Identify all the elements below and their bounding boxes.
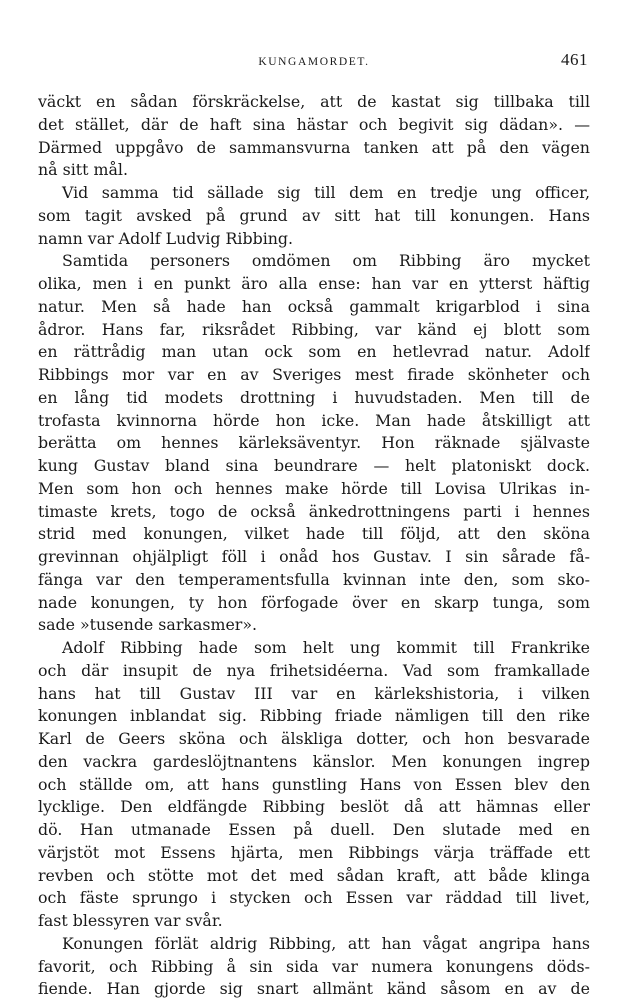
text-line: Ribbings mor var en av Sveriges mest firade skönheter och (38, 365, 590, 384)
text-line: det stället, där de haft sina hästar och begivit sig dädan». — (38, 114, 590, 134)
text-line: Därmed uppgåvo de sammansvurna tanken att på den vägen (38, 137, 590, 157)
text-line: hans hat till Gustav III var en kärlekshistoria, i vilken (38, 683, 590, 703)
running-head: KUNGAMORDET. (258, 56, 370, 68)
text-line: strid med konungen, vilket hade till följd, att den sköna (38, 524, 590, 544)
text-line: den vackra gardeslöjtnantens känslor. Men konungen ingrep (38, 751, 590, 771)
text-line: Adolf Ribbing hade som helt ung kommit till Frankrike (62, 638, 590, 657)
text-line: väckt en sådan förskräckelse, att de kastat sig tillbaka till (38, 92, 590, 111)
text-line: konungen inblandat sig. Ribbing friade nämligen till den rike (38, 706, 590, 726)
text-line: och där insupit de nya frihetsidéerna. Vad som framkallade (38, 660, 590, 680)
text-line: Vid samma tid sällade sig till dem en tredje ung officer, (62, 183, 590, 202)
text-line: Karl de Geers sköna och älskliga dotter, och hon besvarade (38, 729, 590, 748)
text-line: nade konungen, ty hon förfogade över en skarp tunga, som (38, 592, 590, 612)
text-line: favorit, och Ribbing å sin sida var numera konungens döds- (38, 956, 590, 976)
body-text (38, 91, 590, 1001)
text-line: nå sitt mål. (38, 160, 128, 180)
text-line: fiende. Han gjorde sig snart allmänt känd såsom en av de (38, 979, 590, 999)
text-line: en lång tid modets drottning i huvudstaden. Men till de (38, 387, 590, 407)
text-line: olika, men i en punkt äro alla ense: han var en ytterst häftig (38, 274, 590, 293)
text-line: värjstöt mot Essens hjärta, men Ribbings värja träffade ett (38, 842, 590, 862)
text-line: sade »tusende sarkasmer». (38, 615, 258, 635)
text-line: trofasta kvinnorna hörde hon icke. Man hade åtskilligt att (38, 410, 590, 430)
page-header (38, 50, 590, 74)
text-line: som tagit avsked på grund av sitt hat till konungen. Hans (38, 205, 590, 225)
text-line: natur. Men så hade han också gammalt krigarblod i sina (38, 296, 590, 316)
text-line: timaste krets, togo de också änkedrottningens parti i hennes (38, 501, 590, 521)
text-line: namn var Adolf Ludvig Ribbing. (38, 228, 294, 248)
text-line: kung Gustav bland sina beundrare — helt platoniskt dock. (38, 456, 590, 475)
text-line: och fäste sprungo i stycken och Essen var räddad till livet, (38, 888, 590, 908)
text-line: Men som hon och hennes make hörde till Lovisa Ulrikas in- (38, 478, 590, 498)
text-line: fänga var den temperamentsfulla kvinnan inte den, som sko- (38, 569, 590, 589)
text-line: Samtida personers omdömen om Ribbing äro mycket (62, 251, 590, 271)
text-line: och ställde om, att hans gunstling Hans von Essen blev den (38, 774, 590, 794)
text-line: Konungen förlät aldrig Ribbing, att han vågat angripa hans (62, 933, 590, 953)
page-number: 461 (561, 50, 588, 69)
text-line: ådror. Hans far, riksrådet Ribbing, var känd ej blott som (38, 319, 590, 339)
text-line: dö. Han utmanade Essen på duell. Den slutade med en (38, 820, 590, 839)
text-line: fast blessyren var svår. (38, 911, 223, 930)
text-line: berätta om hennes kärleksäventyr. Hon räknade självaste (38, 433, 590, 453)
text-line: en rättrådig man utan ock som en hetlevrad natur. Adolf (38, 342, 590, 362)
text-line: lycklige. Den eldfängde Ribbing beslöt då att hämnas eller (38, 797, 590, 817)
text-line: revben och stötte mot det med sådan kraft, att både klinga (38, 865, 590, 885)
text-line: grevinnan ohjälpligt föll i onåd hos Gustav. I sin sårade få- (38, 547, 590, 566)
